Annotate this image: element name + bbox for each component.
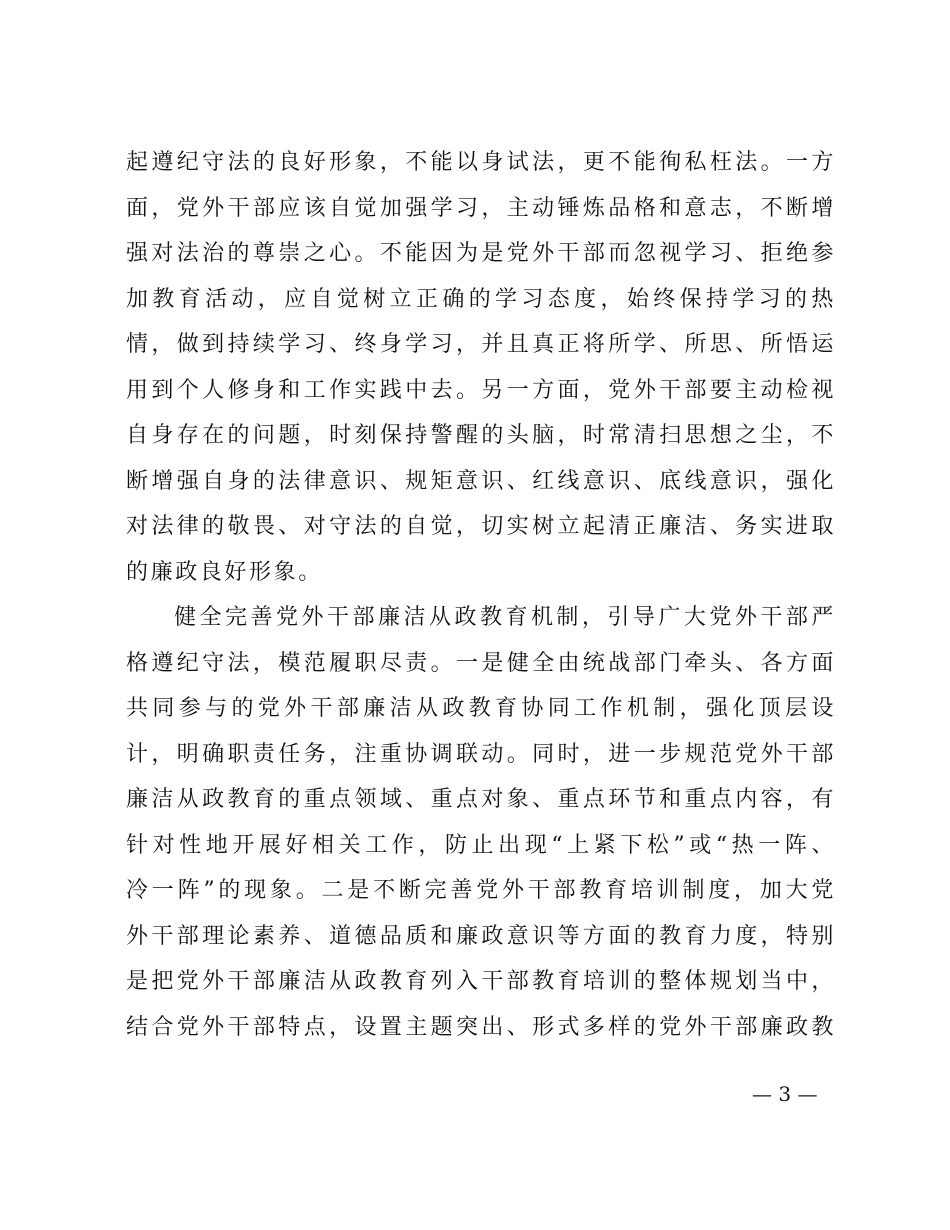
text-line: 格遵纪守法，模范履职尽责。一是健全由统战部门牵头、各方面: [126, 650, 836, 676]
text-line: 计，明确职责任务，注重协调联动。同时，进一步规范党外干部: [126, 741, 836, 767]
text-line: 的廉政良好形象。: [126, 559, 323, 585]
text-line: 外干部理论素养、道德品质和廉政意识等方面的教育力度，特别: [126, 923, 836, 949]
page-number: — 3 —: [752, 1082, 818, 1106]
text-line: 自身存在的问题，时刻保持警醒的头脑，时常清扫思想之尘，不: [126, 423, 836, 448]
text-line: 面，党外干部应该自觉加强学习，主动锤炼品格和意志，不断增: [126, 195, 836, 221]
text-line: 对法律的敬畏、对守法的自觉，切实树立起清正廉洁、务实进取: [126, 514, 836, 539]
paragraph-1: [126, 140, 836, 595]
text-line: 冷一阵”的现象。二是不断完善党外干部教育培训制度，加大党: [126, 878, 836, 903]
text-line: 强对法治的尊崇之心。不能因为是党外干部而忽视学习、拒绝参: [126, 241, 836, 266]
text-line: 针对性地开展好相关工作，防止出现“上紧下松”或“热一阵、: [126, 832, 836, 858]
paragraph-2: [126, 595, 836, 1050]
text-line: 健全完善党外干部廉洁从政教育机制，引导广大党外干部严: [174, 605, 836, 630]
text-line: 断增强自身的法律意识、规矩意识、红线意识、底线意识，强化: [126, 468, 836, 494]
text-line: 是把党外干部廉洁从政教育列入干部教育培训的整体规划当中，: [126, 969, 836, 994]
text-line: 加教育活动，应自觉树立正确的学习态度，始终保持学习的热: [126, 286, 836, 312]
text-line: 用到个人修身和工作实践中去。另一方面，党外干部要主动检视: [126, 377, 836, 403]
text-line: 廉洁从政教育的重点领域、重点对象、重点环节和重点内容，有: [126, 787, 836, 812]
document-body: [126, 140, 836, 1050]
text-line: 情，做到持续学习、终身学习，并且真正将所学、所思、所悟运: [126, 332, 836, 357]
text-line: 结合党外干部特点，设置主题突出、形式多样的党外干部廉政教: [126, 1014, 836, 1040]
text-line: 起遵纪守法的良好形象，不能以身试法，更不能徇私枉法。一方: [126, 150, 836, 175]
text-line: 共同参与的党外干部廉洁从政教育协同工作机制，强化顶层设: [126, 696, 836, 721]
